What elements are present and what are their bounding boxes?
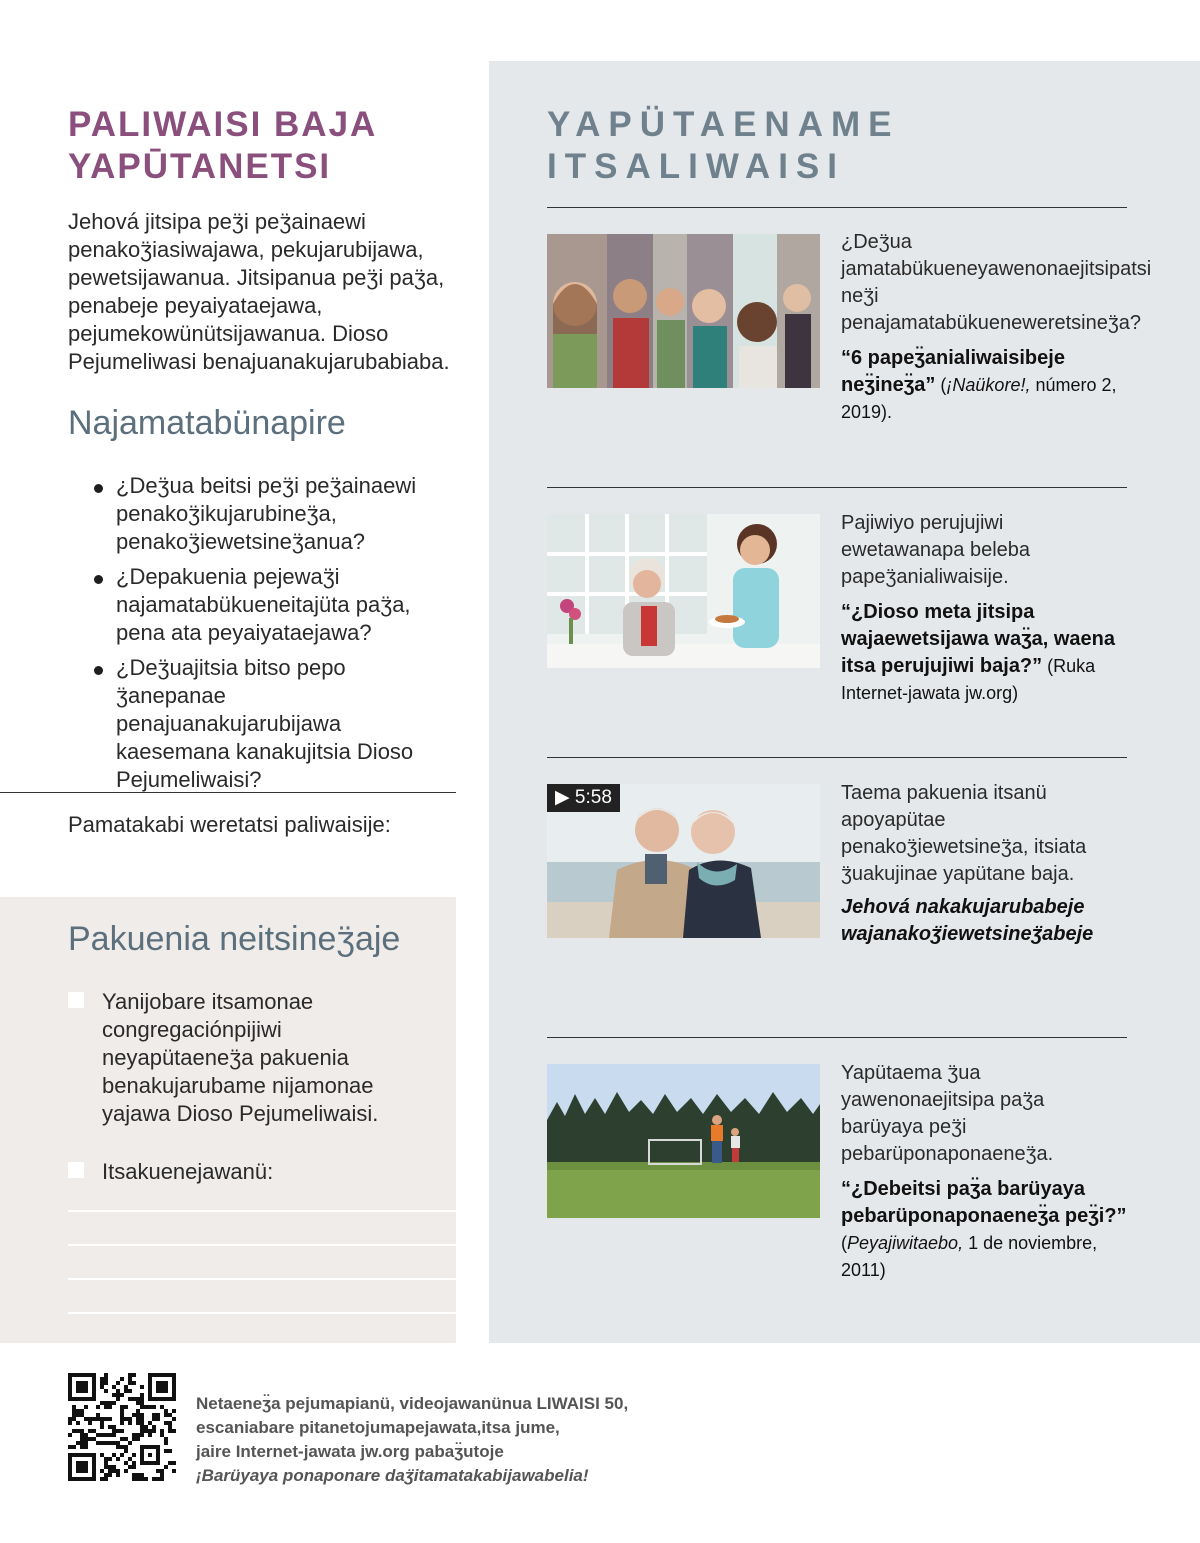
- resource-ref-src-italic: Peyajiwitaebo,: [847, 1233, 964, 1253]
- divider: [547, 487, 1127, 488]
- elderly-couple-beach-photo[interactable]: [547, 784, 820, 938]
- question-list: [92, 472, 442, 801]
- resource-ref-title: “¿Dioso meta jitsipa wajaewetsijawa waʒ̈a, waena itsa perujujiwi baja?”: [841, 601, 1116, 677]
- resource-reference[interactable]: [841, 1176, 1131, 1284]
- resources-title-line1: YAPÜTAENAME: [547, 105, 900, 144]
- resource-description: [841, 780, 1131, 948]
- footer-tagline: ¡Barüyaya ponaponare daʒ̈itamatakabijawabelia!: [196, 1466, 589, 1485]
- resource-ref-src-open: (: [935, 375, 947, 395]
- write-line: [68, 1278, 456, 1280]
- footer-text: [196, 1392, 716, 1488]
- resource-ref-src-open: (: [841, 1233, 847, 1253]
- resource-reference[interactable]: [841, 599, 1131, 707]
- question-item: ¿Deʒ̈ua beitsi peʒ̈i peʒ̈ainaewi penakoʒ̈ikujarubineʒ̈a, penakoʒ̈iewetsineʒ̈anua?: [92, 472, 442, 556]
- todo-item: [68, 988, 438, 1128]
- divider: [547, 1037, 1127, 1038]
- main-title: [68, 104, 458, 188]
- resource-ref-src: (Ruka Internet-jawata jw.org): [841, 656, 1096, 703]
- intro-paragraph: Jehová jitsipa peʒ̈i peʒ̈ainaewi penakoʒ̈iasiwajawa, pekujarubijawa, pewetsijawanua. Jitsipanua peʒ̈i paʒ̈a, penabeje peyaiyataejawa, pejumekowünütsijawanua. Dioso Pejumeliwasi benajuanakujarubabiaba.: [68, 209, 450, 374]
- video-duration: 5:58: [574, 787, 612, 808]
- main-title-line2: YAPŪTANETSI: [68, 147, 332, 186]
- checkbox[interactable]: [68, 1162, 84, 1178]
- resource-description: [841, 229, 1152, 426]
- resource-lead: ¿Deʒ̈ua jamatabükueneyawenonaejitsipatsi neʒ̈i penajamatabükueneweretsineʒ̈a?: [841, 231, 1152, 334]
- write-line: [68, 1312, 456, 1314]
- soccer-field-photo[interactable]: [547, 1064, 820, 1218]
- footer-line: jaire Internet-jawata jw.org pabaʒ̈utoje: [196, 1442, 504, 1461]
- checkbox[interactable]: [68, 992, 84, 1008]
- resource-ref-title: “6 papeʒ̈anialiwaisibeje neʒ̈ineʒ̈a”: [841, 347, 1065, 396]
- main-title-line1: PALIWAISI BAJA: [68, 105, 378, 144]
- resource-lead: Yapütaema ʒ̈ua yawenonaejitsipa paʒ̈a barüyaya peʒ̈i pebarüponaponaeneʒ̈a.: [841, 1062, 1054, 1165]
- divider: [547, 207, 1127, 208]
- question-item: ¿Depakuenia pejewaʒ̈i najamatabükueneitajüta paʒ̈a, pena ata peyaiyataejawa?: [92, 563, 442, 647]
- resource-ref-title: “¿Debeitsi paʒ̈a barüyaya pebarüponaponaeneʒ̈a peʒ̈i?”: [841, 1178, 1127, 1227]
- question-item: ¿Deʒ̈uajitsia bitso pepo ʒ̈anepanae penajuanakujarubijawa kaesemana kanakujitsia Dioso Pejumeliwaisi?: [92, 654, 442, 794]
- write-line: [68, 1244, 456, 1246]
- resource-ref-src-rest: 1 de noviembre, 2011): [841, 1233, 1098, 1280]
- divider: [547, 757, 1127, 758]
- questions-heading: Najamatabünapire: [68, 404, 346, 442]
- play-icon: ▶: [555, 787, 570, 808]
- qr-code-icon[interactable]: [68, 1373, 176, 1481]
- resource-description: [841, 1060, 1131, 1284]
- resource-video-title[interactable]: Jehová nakakujarubabeje wajanakoʒ̈iewetsineʒ̈abeje: [841, 896, 1094, 945]
- todo-heading: Pakuenia neitsineʒ̈aje: [68, 920, 401, 958]
- resource-ref-src-rest: número 2, 2019).: [841, 375, 1117, 422]
- todo-item-text: Itsakuenejawanü:: [102, 1159, 274, 1184]
- todo-item-text: Yanijobare itsamonae congregaciónpijiwi neyapütaeneʒ̈a pakuenia benakujarubame nijamonae yajawa Dioso Pejumeliwaisi.: [102, 989, 379, 1126]
- video-duration-badge[interactable]: [547, 784, 620, 812]
- note-label: Pamatakabi weretatsi paliwaisije:: [68, 812, 391, 837]
- elderly-woman-meal-photo[interactable]: [547, 514, 820, 668]
- resource-ref-src-italic: ¡Naükore!,: [946, 375, 1031, 395]
- resource-lead: Pajiwiyo perujujiwi ewetawanapa beleba papeʒ̈anialiwaisije.: [841, 512, 1031, 588]
- resource-description: [841, 510, 1131, 707]
- write-line: [68, 1210, 456, 1212]
- divider: [0, 792, 456, 793]
- footer-line: Netaeneʒ̈a pejumapianü, videojawanünua LIWAISI 50,: [196, 1394, 629, 1413]
- resources-title: [547, 104, 1107, 188]
- resources-title-line2: ITSALIWAISI: [547, 147, 845, 186]
- children-portrait-photo[interactable]: [547, 234, 820, 388]
- todo-item: [68, 1158, 438, 1186]
- footer-line: escaniabare pitanetojumapejawata,itsa jume,: [196, 1418, 560, 1437]
- resource-reference[interactable]: [841, 345, 1131, 426]
- resource-lead: Taema pakuenia itsanü apoyapütae penakoʒ̈iewetsineʒ̈a, itsiata ʒ̈uakujinae yapütane baja.: [841, 782, 1087, 885]
